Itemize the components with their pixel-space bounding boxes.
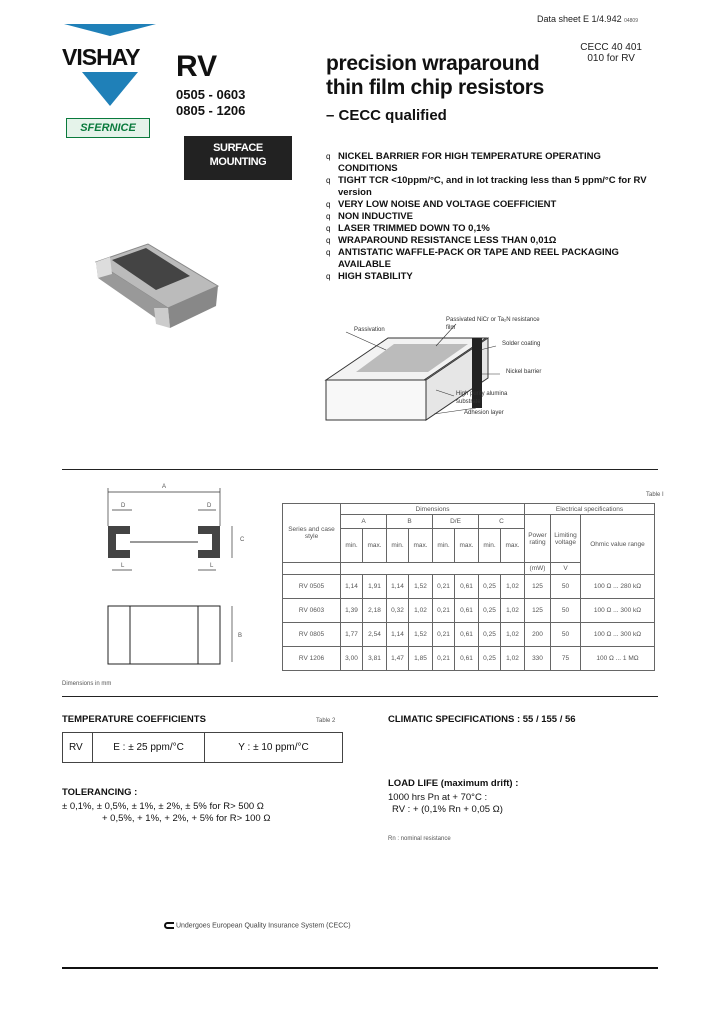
- cecc-ref: CECC 40 401 010 for RV: [580, 42, 642, 64]
- cecc-mark-icon: [164, 922, 174, 929]
- table-1-label: Table I: [646, 492, 664, 498]
- divider: [62, 696, 658, 697]
- list-item: q VERY LOW NOISE AND VOLTAGE COEFFICIENT: [326, 199, 656, 211]
- table-row: RV 0603 1,39 2,18 0,32 1,02 0,21 0,61 0,25 1,02 125 50 100 Ω ... 300 kΩ: [283, 599, 655, 623]
- page-title: precision wraparound thin film chip resistors: [326, 52, 545, 99]
- list-item: q NON INDUCTIVE: [326, 211, 656, 223]
- label-solder: Solder coating: [502, 341, 541, 347]
- list-item: q NICKEL BARRIER FOR HIGH TEMPERATURE OPERATING CONDITIONS: [326, 151, 656, 175]
- cecc-footnote: Undergoes European Quality Insurance System (CECC): [164, 922, 351, 929]
- chip-photo: [90, 236, 220, 332]
- vishay-logo-text: VISHAY: [62, 44, 140, 70]
- dim-label-c: C: [240, 537, 245, 543]
- label-nickel: Nickel barrier: [506, 369, 542, 375]
- temp-coeff-title: TEMPERATURE COEFFICIENTS: [62, 714, 206, 725]
- dim-label-l: L: [121, 563, 125, 569]
- dim-label-l: L: [210, 563, 214, 569]
- load-life-line-1: 1000 hrs Pn at + 70°C :: [388, 792, 488, 803]
- dim-label-a: A: [162, 484, 167, 490]
- tolerancing-line-2: + 0,5%, + 1%, + 2%, + 5% for R> 100 Ω: [102, 813, 271, 824]
- table-row: RV 1206 3,00 3,81 1,47 1,85 0,21 0,61 0,25 1,02 330 75 100 Ω ... 1 MΩ: [283, 647, 655, 671]
- page-subtitle: – CECC qualified: [326, 107, 447, 124]
- divider: [62, 469, 658, 470]
- series-name: RV: [176, 50, 218, 83]
- sfernice-logo: SFERNICE: [66, 118, 150, 138]
- table-2-label: Table 2: [316, 718, 336, 724]
- dim-label-d: D: [121, 503, 126, 509]
- list-item: q TIGHT TCR <10ppm/°C, and in lot tracking less than 5 ppm/°C for RV version: [326, 175, 656, 199]
- table-row: RV 0505 1,14 1,91 1,14 1,52 0,21 0,61 0,25 1,02 125 50 100 Ω ... 280 kΩ: [283, 575, 655, 599]
- datasheet-ref: Data sheet E 1/4.942 04809: [537, 14, 638, 24]
- temp-coeff-table: RV E : ± 25 ppm/°C Y : ± 10 ppm/°C: [62, 732, 343, 763]
- surface-mounting-badge: SURFACE MOUNTING: [184, 136, 292, 180]
- feature-list: [326, 151, 656, 283]
- footer-divider: [62, 967, 658, 969]
- tolerancing-title: TOLERANCING :: [62, 787, 138, 798]
- load-life-line-2: RV : + (0,1% Rn + 0,05 Ω): [392, 804, 503, 815]
- dims-note: Dimensions in mm: [62, 681, 112, 687]
- list-item: q HIGH STABILITY: [326, 271, 656, 283]
- climatic-title: CLIMATIC SPECIFICATIONS : 55 / 155 / 56: [388, 714, 576, 725]
- label-substrate: High purity alumina substrate: [456, 391, 508, 405]
- load-life-title: LOAD LIFE (maximum drift) :: [388, 778, 519, 789]
- dim-label-b: B: [238, 633, 243, 639]
- list-item: q WRAPAROUND RESISTANCE LESS THAN 0,01Ω: [326, 235, 656, 247]
- label-resistance-film: Passivated NiCr or Ta₂N resistance film: [446, 317, 540, 331]
- load-life-note: Rn : nominal resistance: [388, 836, 451, 842]
- case-sizes: 0505 - 0603 0805 - 1206: [176, 87, 246, 118]
- dimensions-table: Series and case style Dimensions Electrical specifications A B D/E C Power rating Limiting voltage Ohmic value range min. max. min. max. min. max. min. max. (mW) V RV 0505 1,14 1,91 1,14 1,52 0,21 0,61 0,25 1,02 125 50 100 Ω ... 280 kΩ RV 0603 1,39 2,18 0,32 1,02 0,21 0,61 0,25 1,02 125 50 100 Ω ... 300 kΩ RV 0805 1,77 2,54 1,14 1,52 0,21 0,61 0,25 1,02 200 50 100 Ω ... 300 kΩ RV 1206 3,00 3,81 1,47 1,85 0,21 0,61 0,25 1,02 330 75 100 Ω ... 1 MΩ: [282, 503, 655, 671]
- label-passivation: Passivation: [354, 327, 385, 333]
- list-item: q LASER TRIMMED DOWN TO 0,1%: [326, 223, 656, 235]
- tolerancing-line-1: ± 0,1%, ± 0,5%, ± 1%, ± 2%, ± 5% for R> 500 Ω: [62, 801, 264, 812]
- list-item: q ANTISTATIC WAFFLE-PACK OR TAPE AND REEL PACKAGING AVAILABLE: [326, 247, 656, 271]
- label-adhesion: Adhesion layer: [464, 410, 504, 416]
- table-row: RV 0805 1,77 2,54 1,14 1,52 0,21 0,61 0,25 1,02 200 50 100 Ω ... 300 kΩ: [283, 623, 655, 647]
- dim-label-d: D: [207, 503, 212, 509]
- dimension-drawing: [92, 482, 262, 682]
